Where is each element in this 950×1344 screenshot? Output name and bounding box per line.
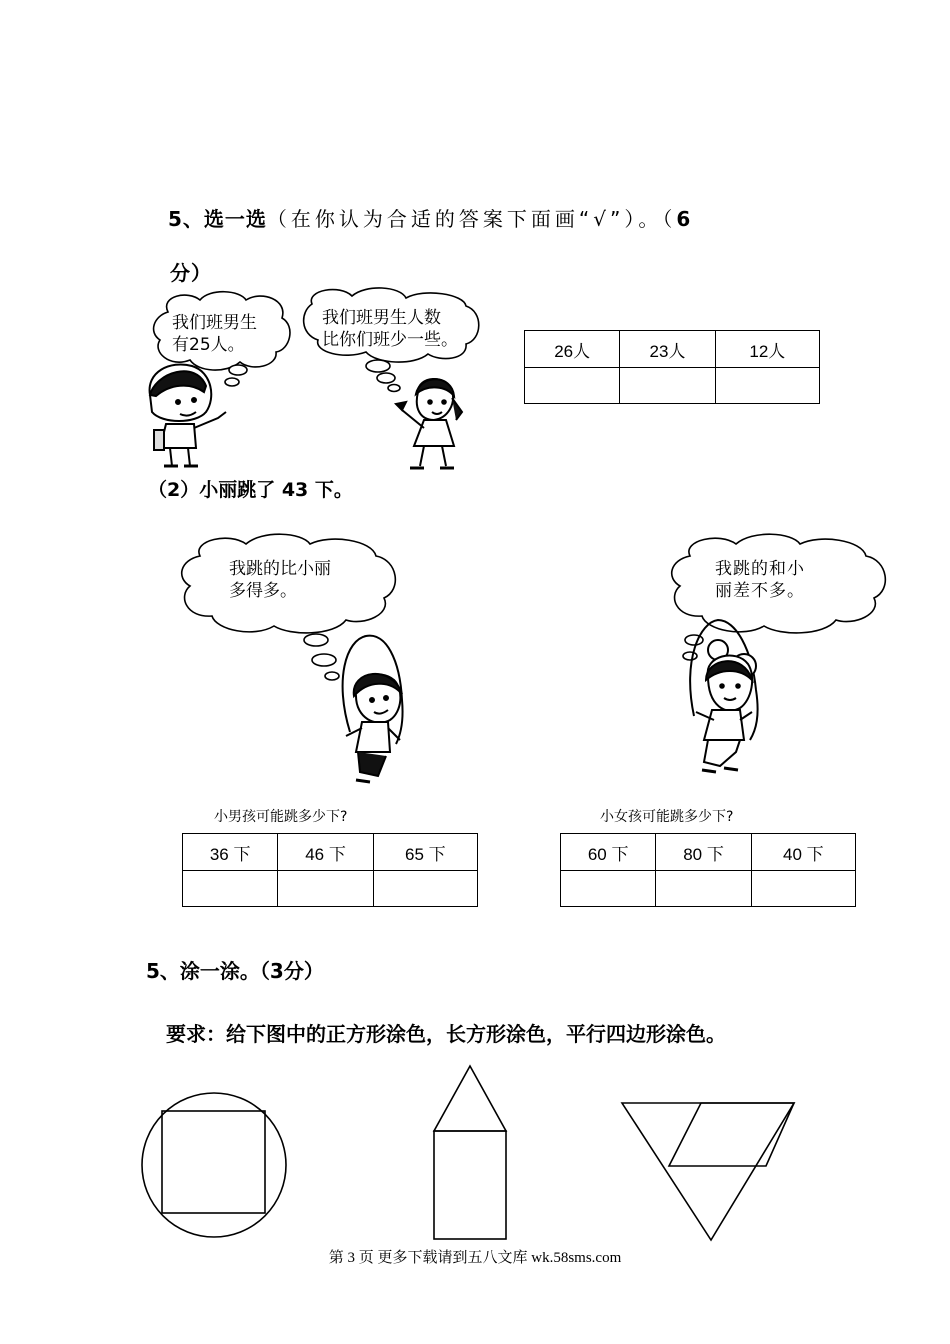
option-cell: 26人: [525, 331, 620, 368]
section-5-score-number: 6: [676, 207, 692, 231]
option-cell: 36 下: [183, 834, 278, 871]
options-header-row: [525, 331, 820, 368]
option-cell: 23人: [620, 331, 715, 368]
section-5-instruction: （在你认为合适的答案下面画“√”）。（: [266, 207, 677, 231]
girl-cartoon: [396, 379, 462, 468]
boy-caption: 小男孩可能跳多少下?: [214, 809, 348, 825]
boy-jumping-thought-bubble: [182, 534, 396, 680]
jumping-boy-bubble-line-2: 多得多。: [229, 581, 297, 601]
section-5-title: 5、选一选: [168, 207, 267, 231]
boy-bubble-text: [172, 312, 257, 356]
answer-cell[interactable]: [751, 871, 855, 907]
option-cell: 65 下: [373, 834, 477, 871]
option-cell: 46 下: [278, 834, 373, 871]
sub-question-2: （2）小丽跳了 43 下。: [148, 479, 353, 501]
answer-row: [183, 871, 478, 907]
triangle-with-parallelogram-figure: [622, 1103, 794, 1240]
option-cell: 80 下: [656, 834, 751, 871]
option-cell: 60 下: [561, 834, 656, 871]
page-footer: 第 3 页 更多下载请到五八文库 wk.58sms.com: [328, 1250, 622, 1266]
girl-jump-options-table: [560, 833, 856, 907]
option-cell: 40 下: [751, 834, 855, 871]
girl-caption: 小女孩可能跳多少下?: [600, 809, 734, 825]
boy-bubble-line-1: 我们班男生: [172, 313, 257, 333]
answer-cell[interactable]: [620, 368, 715, 404]
answer-cell[interactable]: [278, 871, 373, 907]
class-size-options-table: [524, 330, 820, 404]
answer-row: [525, 368, 820, 404]
answer-cell[interactable]: [715, 368, 819, 404]
boy-jump-options-table: [182, 833, 478, 907]
jumping-girl-bubble-line-2: 丽差不多。: [715, 581, 805, 601]
circle-with-square-figure: [142, 1093, 286, 1237]
answer-cell[interactable]: [525, 368, 620, 404]
answer-cell[interactable]: [561, 871, 656, 907]
options-header-row: [561, 834, 856, 871]
boy-bubble-line-2: 有25人。: [172, 335, 245, 355]
jumping-girl-bubble-text: [715, 558, 805, 602]
girl-bubble-line-1: 我们班男生人数: [322, 308, 441, 328]
section-6-requirement: 要求：给下图中的正方形涂色，长方形涂色，平行四边形涂色。: [166, 1022, 726, 1046]
jumping-boy-cartoon: [343, 636, 403, 782]
jumping-boy-bubble-line-1: 我跳的比小丽: [229, 559, 331, 579]
answer-row: [561, 871, 856, 907]
section-6-heading: 5、涂一涂。（3分）: [146, 959, 324, 983]
option-cell: 12人: [715, 331, 819, 368]
options-header-row: [183, 834, 478, 871]
girl-bubble-text: [322, 307, 458, 351]
answer-cell[interactable]: [656, 871, 751, 907]
boy-cartoon: [150, 364, 226, 466]
jumping-boy-bubble-text: [229, 558, 331, 602]
section-5-score-tail: 分）: [170, 261, 212, 285]
answer-cell[interactable]: [373, 871, 477, 907]
answer-cell[interactable]: [183, 871, 278, 907]
jumping-girl-bubble-line-1: 我跳的和小: [715, 559, 805, 579]
girl-bubble-line-2: 比你们班少一些。: [322, 330, 458, 350]
house-figure: [434, 1066, 506, 1239]
